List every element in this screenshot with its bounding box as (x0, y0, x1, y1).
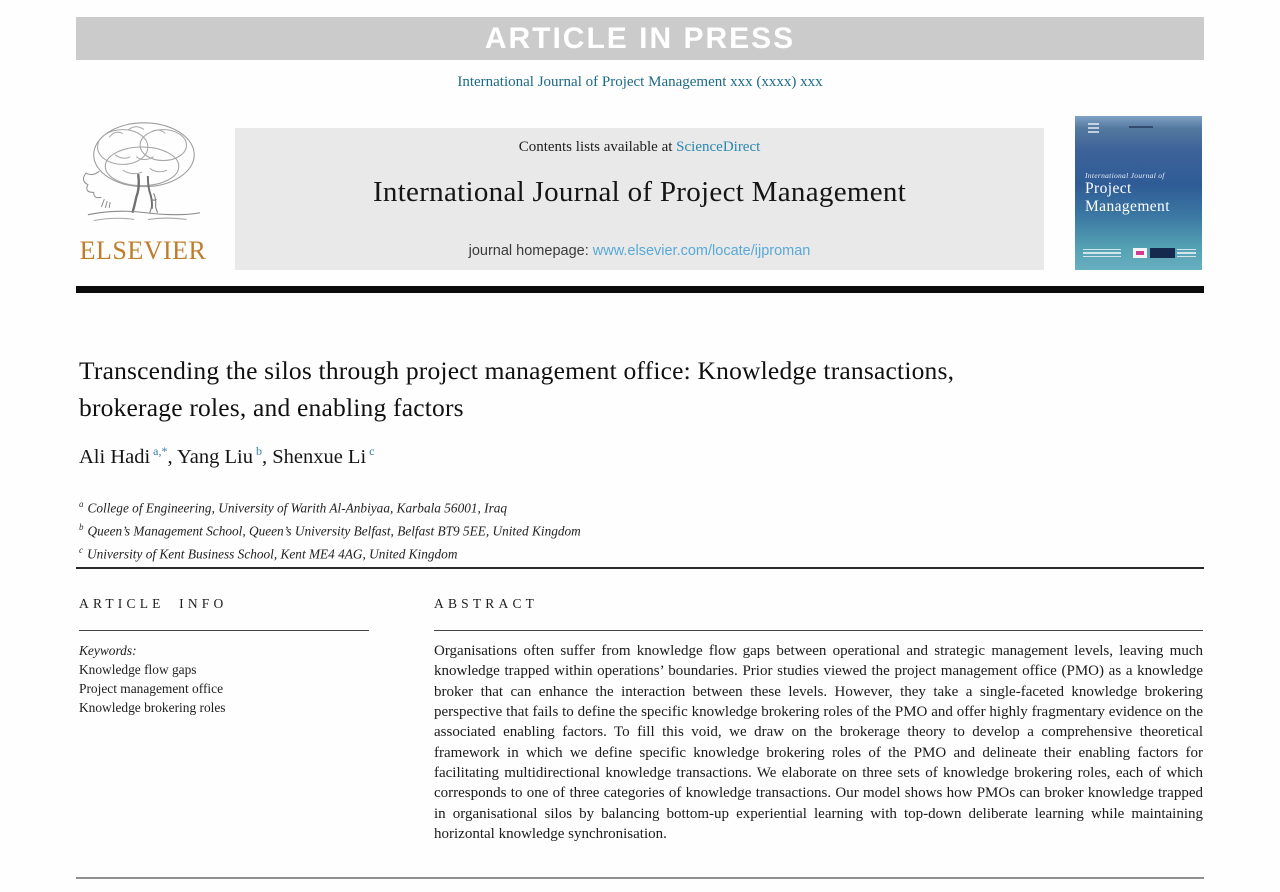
keywords-block (79, 641, 226, 717)
affiliation-sup: b (79, 522, 84, 533)
journal-header-box (235, 128, 1044, 270)
elsevier-wordmark: ELSEVIER (79, 236, 207, 265)
page-bottom-rule (76, 877, 1204, 879)
affiliation-text: Queen’s Management School, Queen’s University Belfast, Belfast BT9 5EE, United Kingdom (87, 523, 581, 539)
affiliation-row (79, 518, 581, 541)
keyword-items (79, 660, 226, 717)
article-info-heading: ARTICLE INFO (79, 596, 228, 611)
author-affiliation-sup: a,* (153, 444, 168, 458)
journal-homepage-link[interactable]: www.elsevier.com/locate/ijproman (592, 243, 811, 259)
keyword-item: Project management office (79, 681, 224, 696)
header-divider-rule (76, 286, 1204, 293)
affiliation-row (79, 495, 581, 518)
article-in-press-label: ARTICLE IN PRESS (484, 22, 796, 55)
journal-citation-line: International Journal of Project Management xxx (xxxx) xxx (457, 74, 823, 90)
article-title: Transcending the silos through project management office: Knowledge transactions, brokerage roles, and enabling factors (79, 356, 955, 422)
contents-list-line (235, 139, 1044, 156)
abstract-heading: ABSTRACT (434, 596, 539, 611)
keyword-item: Knowledge brokering roles (79, 700, 226, 715)
ipma-mark-icon (1136, 251, 1144, 255)
affiliation-sup: c (79, 545, 83, 556)
contents-prefix: Contents lists available at (518, 139, 677, 155)
cover-ipma-logo (1133, 248, 1147, 258)
article-in-press-banner (76, 17, 1204, 60)
cover-publisher-logo (1150, 248, 1175, 258)
abstract-text: Organisations often suffer from knowledge flow gaps between operational and strategic management levels, leaving much knowledge trapped within operations’ boundaries. Prior studies viewed the project management office (PMO) as a knowledge broker that can enhance the interaction between these levels. However, they take a single-faceted knowledge brokering perspective that fails to define the specific knowledge brokering roles of the PMO and offer highly fragmentary evidence on the associated enabling factors. To fill this void, we draw on the brokerage theory to develop a comprehensive theoretical framework in which we define specific knowledge brokering roles of the PMO and delineate their enabling factors for facilitating multidirectional knowledge transactions. We elaborate on three sets of knowledge brokering roles, each of which corresponds to one of three categories of knowledge transactions. Our model shows how PMOs can broker knowledge trapped in organisational silos by balancing bottom-up experiential learning with top-down deliberate learning while maintaining horizontal knowledge synchronisation. (434, 643, 1203, 843)
cover-top-caption (1129, 126, 1153, 128)
affiliation-text: University of Kent Business School, Kent ME4 4AG, United Kingdom (87, 546, 458, 562)
homepage-prefix: journal homepage: (468, 243, 593, 259)
affiliation-row (79, 541, 581, 564)
article-info-underline (79, 630, 369, 631)
affiliation-text: College of Engineering, University of Warith Al-Anbiyaa, Karbala 56001, Iraq (87, 500, 508, 516)
elsevier-logo (78, 118, 208, 273)
keywords-label: Keywords: (79, 643, 137, 658)
keyword-item: Knowledge flow gaps (79, 662, 197, 677)
journal-title: International Journal of Project Management (372, 176, 907, 208)
cover-title-line2: Management (1085, 198, 1170, 215)
sciencedirect-link[interactable]: ScienceDirect (676, 139, 761, 155)
author-name: Ali Hadi (79, 445, 151, 468)
author-name: Shenxue Li (272, 445, 367, 468)
journal-homepage-line (235, 243, 1044, 259)
cover-footer-text-left (1083, 249, 1121, 260)
author-affiliation-sup: b (255, 444, 262, 458)
cover-footer-text-right (1177, 249, 1196, 260)
cover-title-line1: Project (1085, 180, 1132, 197)
author-name: Yang Liu (177, 445, 253, 468)
abstract-underline (434, 630, 1203, 631)
info-section-top-rule (76, 567, 1204, 569)
elsevier-tree-icon (80, 118, 206, 234)
cover-crest-icon (1088, 123, 1099, 137)
author-list: Ali Hadi $^{a,*}$, Yang Liu $^b$, Shenxue Li $^c$ (79, 444, 375, 468)
cover-series-label: International Journal of (1085, 171, 1165, 180)
author-affiliation-sup: c (369, 444, 375, 458)
affiliation-sup: a (79, 499, 84, 509)
affiliation-list (79, 495, 581, 564)
journal-cover-thumbnail (1075, 116, 1202, 270)
